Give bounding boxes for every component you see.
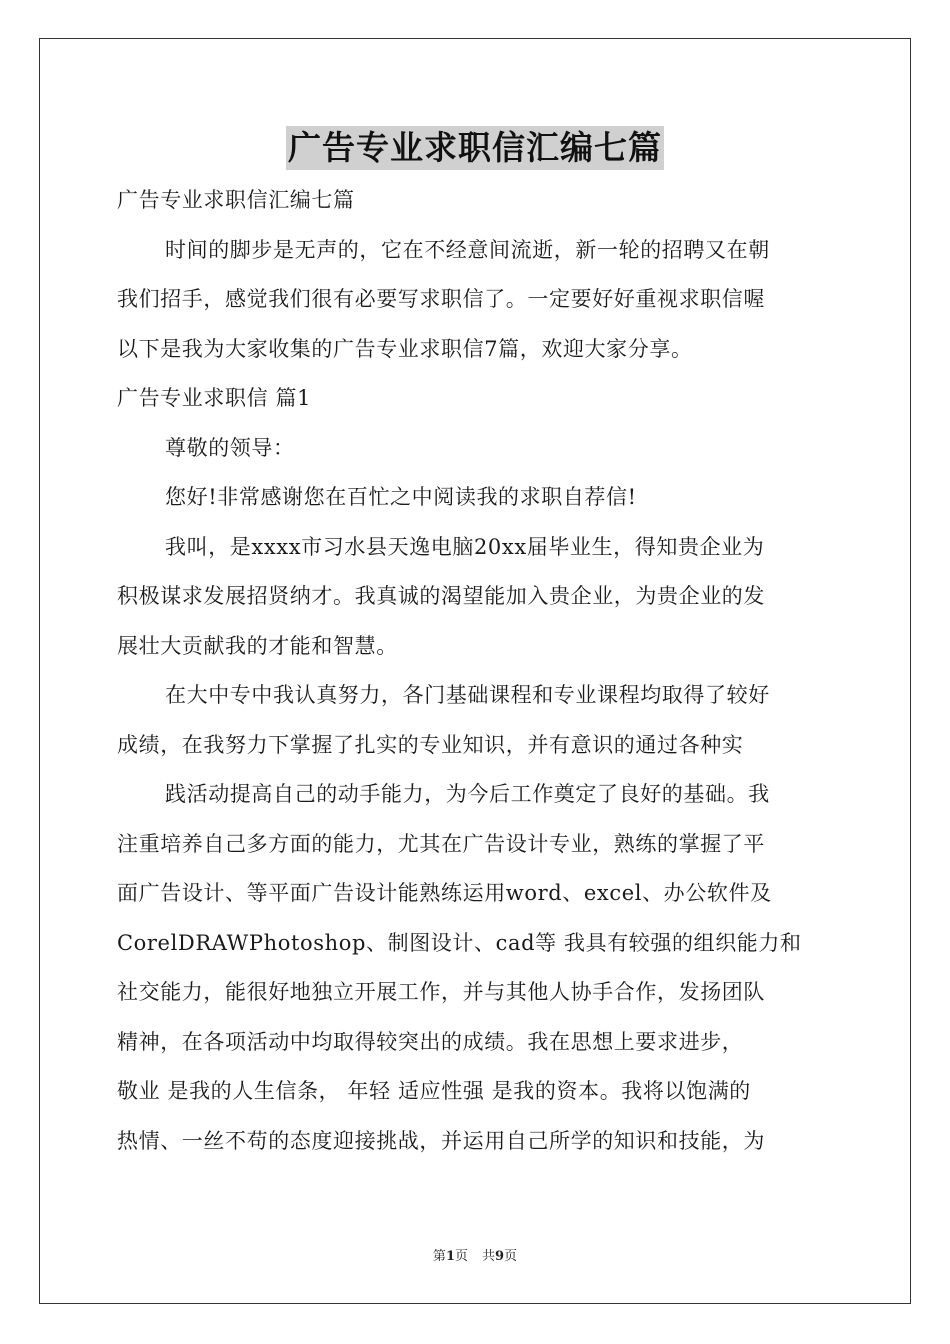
body-line: 以下是我为大家收集的广告专业求职信7篇，欢迎大家分享。 xyxy=(117,336,693,361)
total-suffix: 页 xyxy=(504,1249,518,1264)
body-line: 展壮大贡献我的才能和智慧。 xyxy=(117,633,398,658)
document-title-text: 广告专业求职信汇编七篇 xyxy=(286,126,664,170)
body-line: 社交能力，能很好地独立开展工作，并与其他人协手合作，发扬团队 xyxy=(117,980,765,1004)
body-line: 我叫，是xxxx市习水县天逸电脑20xx届毕业生，得知贵企业为 xyxy=(165,534,765,559)
total-prefix: 共 xyxy=(482,1249,496,1264)
body-line: 敬业 是我的人生信条， 年轻 适应性强 是我的资本。我将以饱满的 xyxy=(117,1079,751,1103)
body-line: 践活动提高自己的动手能力，为今后工作奠定了良好的基础。我 xyxy=(165,782,770,806)
body-line: 面广告设计、等平面广告设计能熟练运用word、excel、办公软件及 xyxy=(117,881,772,905)
body-line: 您好!非常感谢您在百忙之中阅读我的求职自荐信! xyxy=(165,485,637,509)
body-line: 在大中专中我认真努力，各门基础课程和专业课程均取得了较好 xyxy=(165,683,770,707)
body-line: 热情、一丝不苟的态度迎接挑战，并运用自己所学的知识和技能，为 xyxy=(117,1128,765,1153)
body-line: 精神，在各项活动中均取得较突出的成绩。我在思想上要求进步， xyxy=(117,1029,744,1054)
body-line: 广告专业求职信汇编七篇 xyxy=(117,188,355,212)
document-title xyxy=(0,126,950,170)
body-line: 我们招手，感觉我们很有必要写求职信了。一定要好好重视求职信喔 xyxy=(117,287,765,311)
document-body xyxy=(117,176,833,1166)
body-line: 时间的脚步是无声的，它在不经意间流逝，新一轮的招聘又在朝 xyxy=(165,237,770,262)
current-page-number: 1 xyxy=(445,1249,455,1264)
body-line: CorelDRAWPhotoshop、制图设计、cad等 我具有较强的组织能力和 xyxy=(117,930,802,955)
page-prefix: 第 xyxy=(432,1249,446,1264)
section-heading: 广告专业求职信 篇1 xyxy=(117,386,312,410)
page-footer xyxy=(0,1248,950,1266)
salutation: 尊敬的领导： xyxy=(165,435,295,460)
body-line: 注重培养自己多方面的能力，尤其在广告设计专业，熟练的掌握了平 xyxy=(117,831,765,856)
body-line: 积极谋求发展招贤纳才。我真诚的渴望能加入贵企业，为贵企业的发 xyxy=(117,584,765,608)
total-page-number: 9 xyxy=(495,1249,505,1264)
body-line: 成绩，在我努力下掌握了扎实的专业知识，并有意识的通过各种实 xyxy=(117,732,744,757)
page-suffix: 页 xyxy=(454,1249,468,1264)
